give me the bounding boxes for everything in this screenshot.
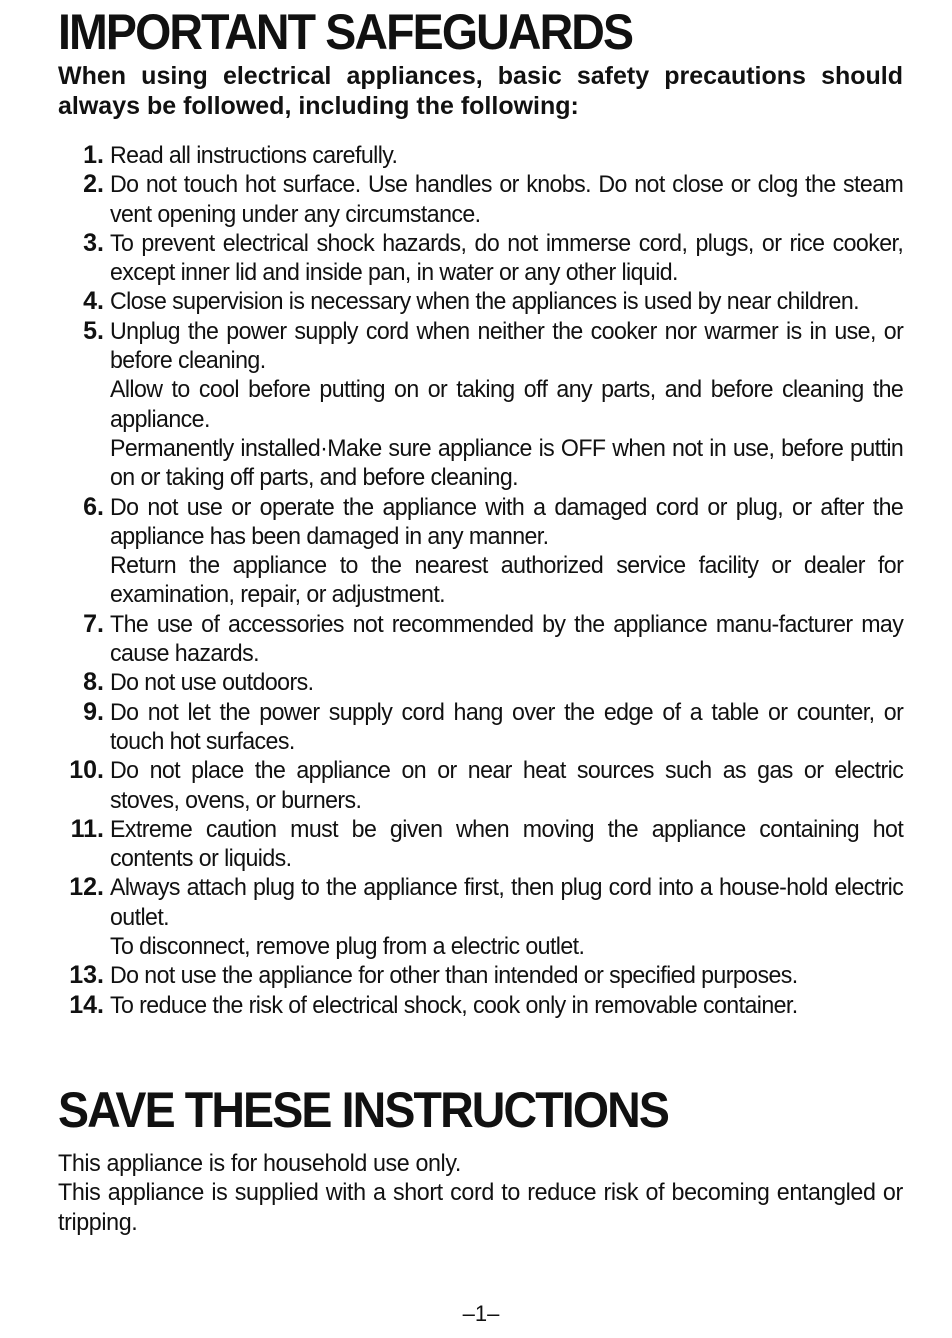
safeguard-number: 10. [69, 756, 104, 785]
short-cord-note: This appliance is supplied with a short cord to reduce risk of becoming entangled or tripping. [58, 1179, 903, 1236]
safeguard-number: 8. [83, 668, 104, 697]
safeguard-text: To prevent electrical shock hazards, do not immerse cord, plugs, or rice cooker, except inner lid and inside pan, in water or any other liquid. [110, 229, 904, 287]
safeguard-number: 1. [83, 141, 104, 169]
safeguard-text: Permanently installed·Make sure appliance is OFF when not in use, before puttin on or taking off parts, and before cleaning. [110, 434, 904, 492]
safeguard-item [0, 756, 904, 815]
safeguard-item [0, 170, 904, 229]
safeguard-text: Extreme caution must be given when moving the appliance containing hot contents or liquids. [110, 815, 904, 873]
safeguard-text: To disconnect, remove plug from a electric outlet. [110, 933, 585, 961]
page-number: –1– [462, 1301, 500, 1326]
safeguard-text: Do not use the appliance for other than intended or specified purposes. [110, 962, 798, 990]
safeguard-item [0, 610, 904, 669]
safeguard-text: The use of accessories not recommended by the appliance manu-facturer may cause hazards. [110, 610, 904, 668]
safeguard-number: 9. [83, 697, 104, 726]
safeguard-item [0, 229, 904, 288]
safeguard-text: Allow to cool before putting on or taking off any parts, and before cleaning the appliance. [110, 376, 904, 433]
safeguard-number: 12. [69, 873, 104, 902]
safeguard-item [0, 991, 904, 1020]
safeguard-text: Do not use or operate the appliance with a damaged cord or plug, or after the appliance has been damaged in any manner. [110, 493, 904, 550]
safeguard-text: Do not place the appliance on or near heat sources such as gas or electric stoves, ovens, or burners. [110, 757, 904, 814]
safeguard-item [0, 668, 904, 697]
safeguard-number: 6. [83, 492, 104, 521]
safeguard-item [0, 873, 904, 961]
safeguard-number: 5. [83, 316, 104, 345]
safeguard-number: 7. [83, 609, 104, 638]
page-title: IMPORTANT SAFEGUARDS [58, 4, 633, 60]
safeguard-item [0, 287, 904, 316]
safeguard-text: Close supervision is necessary when the appliances is used by near children. [110, 288, 860, 316]
safeguard-item [0, 961, 904, 990]
safeguard-number: 14. [69, 990, 104, 1019]
safeguard-number: 13. [69, 961, 104, 990]
safeguard-item [0, 493, 904, 610]
safeguard-text: Return the appliance to the nearest authorized service facility or dealer for examination, repair, or adjustment. [110, 552, 904, 609]
safeguard-text: Read all instructions carefully. [110, 142, 398, 169]
safeguard-text: Always attach plug to the appliance first, then plug cord into a house-hold electric outlet. [110, 874, 904, 931]
safeguard-number: 4. [83, 287, 104, 316]
safeguard-number: 11. [70, 814, 104, 843]
safeguard-text: Do not let the power supply cord hang over the edge of a table or counter, or touch hot surfaces. [110, 698, 904, 755]
safeguard-text: Do not touch hot surface. Use handles or knobs. Do not close or clog the steam vent opening under any circumstance. [110, 171, 904, 228]
household-use-note: This appliance is for household use only. [58, 1150, 461, 1177]
safeguard-text: Unplug the power supply cord when neither the cooker nor warmer is in use, or before cleaning. [110, 317, 904, 375]
save-instructions-heading: SAVE THESE INSTRUCTIONS [58, 1082, 669, 1138]
safeguard-number: 3. [83, 228, 104, 257]
safeguard-item [0, 698, 904, 757]
safeguard-item [0, 317, 904, 493]
safeguard-item [0, 141, 904, 170]
intro-text: When using electrical appliances, basic safety precautions should always be followed, including the following: [58, 62, 903, 120]
safeguard-text: Do not use outdoors. [110, 669, 314, 697]
safeguard-text: To reduce the risk of electrical shock, cook only in removable container. [110, 991, 798, 1019]
safeguard-item [0, 815, 904, 874]
safeguard-number: 2. [83, 170, 104, 199]
safeguards-list [0, 141, 952, 1020]
footer-notes [58, 1149, 903, 1237]
